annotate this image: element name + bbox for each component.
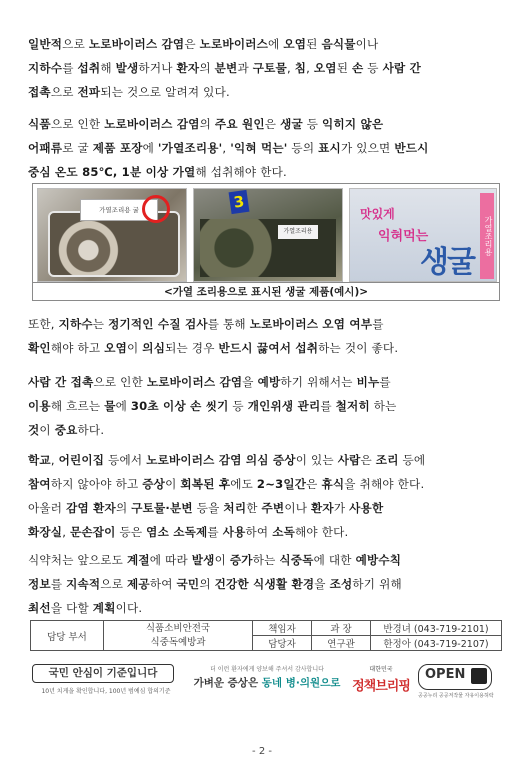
body-text: 해야 한다. [295, 525, 349, 539]
text-line [28, 336, 498, 360]
body-text: 을 취해야 한다. [344, 477, 425, 491]
role-2: 담당자 [253, 636, 312, 651]
emphasis-text: 표시 [318, 141, 341, 155]
open-license-text: OPEN [425, 667, 466, 682]
emphasis-text: 노로바이러스 감염 [146, 375, 243, 389]
emphasis-text: 참여 [28, 477, 51, 491]
highlight-circle [142, 195, 170, 223]
body-text: 은 [264, 117, 281, 131]
emphasis-text: 노로바이러스 오염 여부 [249, 317, 373, 331]
body-text: , [62, 525, 70, 539]
emphasis-text: 것 [28, 423, 40, 437]
local-clinic-main-b: 동네 병·의원으로 [261, 677, 341, 689]
open-license-logo [418, 664, 494, 704]
policy-briefing-small: 대한민국 [369, 666, 393, 673]
body-text: 하다. [77, 423, 105, 437]
emphasis-text: 조리 [375, 453, 399, 467]
emphasis-text: 접촉 [28, 85, 51, 99]
emphasis-text: 염소 소독제 [146, 525, 208, 539]
emphasis-text: 어패류 [28, 141, 63, 155]
emphasis-text: 사람 간 접촉 [28, 375, 94, 389]
body-text: 를 통해 [207, 317, 250, 331]
emphasis-text: 분변 [214, 61, 238, 75]
emphasis-text: 감염 환자 [66, 501, 116, 515]
emphasis-text: 전파 [77, 85, 101, 99]
dept-label: 담당 부서 [31, 621, 104, 651]
body-text: 이나 [355, 37, 379, 51]
body-text: 아울러 [28, 501, 67, 515]
body-text: 과 [237, 61, 253, 75]
emphasis-text: 정보 [28, 577, 51, 591]
body-text: 하거나 [138, 61, 177, 75]
license-badge-icon [471, 668, 487, 684]
body-text: 된 [336, 61, 353, 75]
emphasis-text: 생굴 [280, 117, 303, 131]
bag-label: 가열조리용 [278, 225, 318, 239]
body-text: 되는 경우 [165, 341, 219, 355]
body-text: 해 흐르는 [50, 399, 105, 413]
emphasis-text: 음식물 [321, 37, 356, 51]
emphasis-text: 제품 포장 [92, 141, 143, 155]
emphasis-text: 반드시 끓여서 섭취 [218, 341, 319, 355]
text-line [28, 472, 498, 496]
emphasis-text: 처리 [223, 501, 247, 515]
body-text: 하여 [245, 525, 273, 539]
emphasis-text: 소독 [272, 525, 296, 539]
body-text: 은 [184, 37, 200, 51]
text-line [28, 418, 498, 442]
body-text: 등은 [115, 525, 147, 539]
emphasis-text: 중요 [54, 423, 78, 437]
body-text: 에도 [230, 477, 257, 491]
body-text: 하기 위해서는 [280, 375, 357, 389]
emphasis-text: 중심 온도 85℃, 1분 이상 가열 [28, 165, 196, 179]
open-license-box [418, 664, 492, 690]
package-side-label: 가열조리용 [480, 193, 494, 279]
body-text: 에 [268, 37, 284, 51]
safety-standard-text: 국민 안심이 기준입니다 [32, 664, 174, 683]
body-text: 를 [320, 399, 336, 413]
body-text: 이 [39, 423, 55, 437]
safety-standard-logo [32, 664, 180, 704]
text-line [28, 572, 498, 596]
emphasis-text: 노로바이러스 감염 의심 증상 [146, 453, 296, 467]
body-text: 해야 하고 [50, 341, 105, 355]
body-text: 하는 [252, 553, 280, 567]
emphasis-text: 식중독 [279, 553, 314, 567]
body-text: 의 [199, 117, 215, 131]
price-tag: 3 [229, 190, 250, 214]
local-clinic-main [192, 675, 342, 690]
emphasis-text: 제공 [127, 577, 150, 591]
body-text: 이다. [115, 601, 143, 615]
paragraph-handwashing [28, 370, 498, 442]
emphasis-text: 반드시 [394, 141, 429, 155]
emphasis-text: 오염 [104, 341, 127, 355]
dept-line-1: 식품소비안전국 [145, 622, 211, 634]
body-text: 을 [242, 375, 258, 389]
body-text: 하여 [149, 577, 177, 591]
body-text: 는 [92, 317, 109, 331]
oyster-tray-photo [37, 188, 187, 282]
emphasis-text: 지속적 [66, 577, 101, 591]
body-text: 이 있는 [295, 453, 338, 467]
oyster-bag-photo [193, 188, 343, 282]
body-text: , [222, 141, 231, 155]
text-line [28, 596, 498, 620]
body-text: 로 굴 [62, 141, 93, 155]
emphasis-text: 익히지 않은 [322, 117, 384, 131]
emphasis-text: 오염 [283, 37, 307, 51]
body-text: , [306, 61, 314, 75]
text-line [28, 32, 498, 56]
emphasis-text: 증가 [229, 553, 253, 567]
package-title: 생굴 [420, 245, 474, 280]
body-text: 해 섭취해야 한다. [195, 165, 287, 179]
text-line [28, 394, 498, 418]
body-text: 을 다할 [50, 601, 93, 615]
body-text: 등 [228, 399, 248, 413]
emphasis-text: 예방수칙 [355, 553, 402, 567]
emphasis-text: '가열조리용' [157, 141, 223, 155]
title-1: 과 장 [312, 621, 371, 636]
emphasis-text: 조성 [329, 577, 353, 591]
body-text: 이 [165, 477, 181, 491]
paragraph-oyster-cooking [28, 112, 498, 184]
emphasis-text: 주변 [261, 501, 285, 515]
emphasis-text: 노로바이러스 감염 [88, 37, 185, 51]
body-text: 하지 않아야 하고 [50, 477, 143, 491]
body-text: 이 [214, 553, 230, 567]
role-1: 책임자 [253, 621, 312, 636]
emphasis-text: 2~3일간 [256, 477, 307, 491]
local-clinic-small: 더 이런 환자에게 양보해 주셔서 감사합니다 [210, 666, 324, 673]
text-line [28, 370, 498, 394]
body-text: 하는 [369, 399, 397, 413]
paragraph-conclusion [28, 548, 498, 620]
body-text: 에 [142, 141, 158, 155]
emphasis-text: 섭취 [77, 61, 101, 75]
body-text: 를 [379, 375, 391, 389]
policy-briefing-main: 정책브리핑 [352, 679, 410, 694]
emphasis-text: 개인위생 관리 [247, 399, 321, 413]
emphasis-text: 사람 간 [382, 61, 422, 75]
title-2: 연구관 [312, 636, 371, 651]
body-text: , [286, 61, 295, 75]
paragraph-groundwater [28, 312, 498, 360]
package-text-2: 익혀먹는 [378, 229, 429, 244]
emphasis-text: 확인 [28, 341, 51, 355]
emphasis-text: 학교 [28, 453, 51, 467]
body-text: 의 [199, 61, 215, 75]
text-line [28, 312, 498, 336]
emphasis-text: 예방 [257, 375, 281, 389]
person-2: 한정아 (043-719-2107) [371, 636, 502, 651]
emphasis-text: 30초 이상 손 씻기 [130, 399, 229, 413]
dept-name [104, 621, 253, 651]
text-line [28, 112, 498, 136]
package-text-1: 맛있게 [360, 207, 395, 221]
body-text: 또한, [28, 317, 59, 331]
body-text: 등에서 [104, 453, 147, 467]
body-text: 으로 인한 [50, 117, 105, 131]
emphasis-text: 발생 [191, 553, 215, 567]
body-text: 의 [115, 501, 132, 515]
body-text: 에 따라 [149, 553, 192, 567]
body-text: 하는 것이 좋다. [318, 341, 399, 355]
photo-caption: <가열 조리용으로 표시된 생굴 제품(예시)> [33, 282, 499, 302]
body-text: 등을 [192, 501, 224, 515]
body-text: 를 [62, 61, 78, 75]
emphasis-text: 국민 [176, 577, 200, 591]
emphasis-text: 계절 [126, 553, 150, 567]
contact-table [30, 620, 502, 651]
body-text: 되는 것으로 알려져 있다. [100, 85, 230, 99]
emphasis-text: 최선 [28, 601, 51, 615]
text-line [28, 548, 498, 572]
body-text: 를 [372, 317, 384, 331]
emphasis-text: 어린이집 [58, 453, 105, 467]
body-text: 은 [306, 477, 322, 491]
emphasis-text: 발생 [115, 61, 139, 75]
body-text: 하기 위해 [352, 577, 402, 591]
emphasis-text: 물 [104, 399, 116, 413]
text-line [28, 160, 498, 184]
body-text: 가 [333, 501, 350, 515]
emphasis-text: 식품 [28, 117, 51, 131]
paragraph-schools [28, 448, 498, 544]
emphasis-text: 사람 [337, 453, 361, 467]
emphasis-text: 사용 [222, 525, 246, 539]
local-clinic-main-a: 가벼운 증상은 [193, 677, 262, 689]
local-clinic-logo [192, 664, 342, 704]
policy-briefing-logo [352, 664, 410, 704]
emphasis-text: 구토물·분변 [131, 501, 193, 515]
oyster-package-photo [349, 188, 497, 282]
paragraph-transmission [28, 32, 498, 104]
emphasis-text: 주요 원인 [214, 117, 265, 131]
body-text: 된 [306, 37, 322, 51]
body-text: 으로 인한 [93, 375, 147, 389]
emphasis-text: 환자 [176, 61, 200, 75]
safety-standard-sub: 10년 치게을 확인합니다, 100년 범예심 합의기준 [41, 688, 171, 695]
body-text: 등의 [287, 141, 319, 155]
body-text: 으로 [100, 577, 127, 591]
emphasis-text: 철저히 [335, 399, 370, 413]
emphasis-text: 사용한 [349, 501, 384, 515]
body-text: 식약처는 앞으로도 [28, 553, 127, 567]
body-text: 등 [363, 61, 383, 75]
dept-line-2: 식중독예방과 [150, 636, 206, 648]
text-line [28, 80, 498, 104]
body-text: 등에 [398, 453, 426, 467]
emphasis-text: 건강한 식생활 환경 [214, 577, 315, 591]
emphasis-text: 의심 [142, 341, 166, 355]
emphasis-text: 오염 [313, 61, 337, 75]
emphasis-text: 회복된 후 [180, 477, 231, 491]
text-line [28, 496, 498, 520]
emphasis-text: 이용 [28, 399, 51, 413]
tray-label: 가열조리용 굴 [80, 199, 158, 221]
body-text: 을 [314, 577, 330, 591]
body-text: 를 [207, 525, 223, 539]
emphasis-text: 계획 [92, 601, 116, 615]
body-text: 이나 [284, 501, 312, 515]
emphasis-text: 정기적인 수질 검사 [108, 317, 208, 331]
emphasis-text: '익혀 먹는' [230, 141, 288, 155]
emphasis-text: 지하수 [58, 317, 93, 331]
body-text: 으로 [50, 85, 78, 99]
body-text: 이 [127, 341, 143, 355]
text-line [28, 448, 498, 472]
body-text: 의 [199, 577, 215, 591]
body-text: 를 [50, 577, 67, 591]
body-text: 등 [302, 117, 323, 131]
body-text: 에 [115, 399, 131, 413]
emphasis-text: 침 [294, 61, 307, 75]
emphasis-text: 비누 [356, 375, 380, 389]
emphasis-text: 손 [352, 61, 364, 75]
text-line [28, 56, 498, 80]
emphasis-text: 환자 [311, 501, 334, 515]
emphasis-text: 노로바이러스 [199, 37, 269, 51]
body-text: 에 대한 [313, 553, 356, 567]
emphasis-text: 문손잡이 [69, 525, 116, 539]
open-license-sub: 공공누리 공공저작물 자유이용허락 [418, 693, 494, 699]
body-text: 가 있으면 [340, 141, 395, 155]
emphasis-text: 휴식 [321, 477, 345, 491]
emphasis-text: 지하수 [28, 61, 63, 75]
body-text: 으로 [62, 37, 89, 51]
emphasis-text: 구토물 [252, 61, 287, 75]
emphasis-text: 화장실 [28, 525, 63, 539]
emphasis-text: 일반적 [28, 37, 63, 51]
body-text: , [50, 453, 59, 467]
photo-panel [32, 183, 500, 301]
text-line [28, 136, 498, 160]
person-1: 반경녀 (043-719-2101) [371, 621, 502, 636]
emphasis-text: 노로바이러스 감염 [104, 117, 200, 131]
body-text: 해 [100, 61, 116, 75]
body-text: 한 [246, 501, 262, 515]
body-text: 은 [360, 453, 376, 467]
page-number: - 2 - [252, 746, 272, 757]
emphasis-text: 증상 [142, 477, 166, 491]
text-line [28, 520, 498, 544]
